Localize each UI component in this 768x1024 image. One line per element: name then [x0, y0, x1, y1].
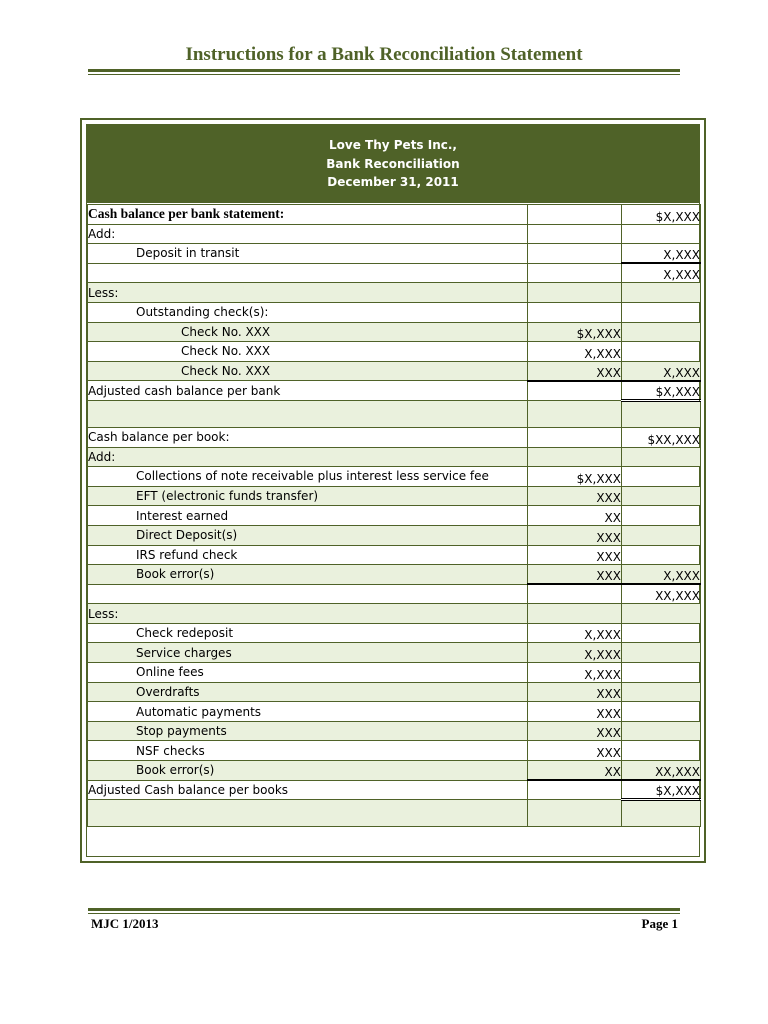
row-amount-detail: [528, 427, 622, 447]
table-row: [88, 447, 701, 467]
row-label: Check No. XXX: [88, 322, 528, 342]
row-label: Check redeposit: [88, 623, 528, 643]
row-amount-detail: $X,XXX: [528, 322, 622, 342]
row-label: NSF checks: [88, 741, 528, 761]
row-amount-total: X,XXX: [622, 244, 701, 264]
table-row: [88, 584, 701, 604]
row-amount-total: [622, 447, 701, 467]
row-amount-total: [622, 525, 701, 545]
row-amount-detail: X,XXX: [528, 663, 622, 683]
row-amount-total: [622, 506, 701, 526]
footer-rule-thick: [88, 908, 680, 911]
row-label: Deposit in transit: [88, 244, 528, 264]
table-row: [88, 506, 701, 526]
row-label: Direct Deposit(s): [88, 525, 528, 545]
row-amount-detail: [528, 400, 622, 427]
row-label: Collections of note receivable plus interest less service fee: [88, 467, 528, 487]
table-row: [88, 663, 701, 683]
row-amount-detail: [528, 800, 622, 827]
table-row: [88, 467, 701, 487]
table-row: [88, 486, 701, 506]
row-amount-total: [622, 663, 701, 683]
row-amount-detail: XXX: [528, 682, 622, 702]
row-amount-total: X,XXX: [622, 565, 701, 585]
row-amount-total: [622, 467, 701, 487]
table-row: [88, 565, 701, 585]
row-amount-detail: X,XXX: [528, 342, 622, 362]
row-amount-detail: [528, 780, 622, 800]
table-row: [88, 721, 701, 741]
table-row: [88, 381, 701, 401]
row-amount-total: [622, 322, 701, 342]
row-amount-detail: X,XXX: [528, 643, 622, 663]
row-label: Book error(s): [88, 565, 528, 585]
title-rule-thin: [88, 74, 680, 75]
row-label: Less:: [88, 283, 528, 303]
row-label: Service charges: [88, 643, 528, 663]
row-amount-detail: XXX: [528, 702, 622, 722]
row-amount-total: [622, 721, 701, 741]
row-label: Outstanding check(s):: [88, 302, 528, 322]
row-amount-detail: [528, 224, 622, 244]
title-rule-thick: [88, 69, 680, 72]
table-row: [88, 604, 701, 624]
row-label: IRS refund check: [88, 545, 528, 565]
table-row: [88, 224, 701, 244]
row-amount-total: [622, 702, 701, 722]
footer-rule-thin: [88, 913, 680, 914]
row-amount-detail: XXX: [528, 721, 622, 741]
row-amount-total: [622, 741, 701, 761]
row-amount-detail: [528, 584, 622, 604]
table-row: [88, 682, 701, 702]
row-label: Less:: [88, 604, 528, 624]
row-label: Check No. XXX: [88, 342, 528, 362]
document-title: Instructions for a Bank Reconciliation Statement: [185, 44, 583, 65]
row-amount-total: [622, 342, 701, 362]
row-amount-detail: [528, 447, 622, 467]
row-amount-detail: [528, 604, 622, 624]
table-row: [88, 263, 701, 283]
row-label: Stop payments: [88, 721, 528, 741]
row-amount-total: X,XXX: [622, 361, 701, 381]
row-amount-total: $X,XXX: [622, 205, 701, 225]
row-label: Interest earned: [88, 506, 528, 526]
row-amount-total: $X,XXX: [622, 780, 701, 800]
table-row: [88, 525, 701, 545]
row-amount-total: XX,XXX: [622, 761, 701, 781]
row-amount-total: [622, 643, 701, 663]
table-row: [88, 780, 701, 800]
row-amount-total: [622, 623, 701, 643]
row-amount-total: [622, 283, 701, 303]
row-amount-total: [622, 400, 701, 427]
row-amount-detail: XXX: [528, 545, 622, 565]
reconciliation-table: [87, 204, 701, 827]
row-amount-detail: [528, 302, 622, 322]
row-amount-total: [622, 800, 701, 827]
table-row: [88, 322, 701, 342]
row-label: Check No. XXX: [88, 361, 528, 381]
row-amount-detail: XX: [528, 506, 622, 526]
table-row: [88, 643, 701, 663]
table-row: [88, 205, 701, 225]
row-label: [88, 584, 528, 604]
row-amount-total: [622, 682, 701, 702]
row-label: Add:: [88, 447, 528, 467]
row-label: Add:: [88, 224, 528, 244]
row-amount-total: [622, 486, 701, 506]
row-amount-detail: [528, 205, 622, 225]
table-row: [88, 741, 701, 761]
table-row: [88, 800, 701, 827]
row-amount-detail: [528, 244, 622, 264]
statement-header: [87, 125, 699, 203]
row-amount-total: [622, 545, 701, 565]
report-date: December 31, 2011: [327, 175, 459, 189]
table-row: [88, 361, 701, 381]
row-label: Cash balance per book:: [88, 427, 528, 447]
table-row: [88, 702, 701, 722]
row-label: EFT (electronic funds transfer): [88, 486, 528, 506]
row-amount-total: [622, 302, 701, 322]
footer-page-number: Page 1: [641, 916, 678, 931]
company-name: Love Thy Pets Inc.,: [329, 138, 457, 152]
row-amount-total: $X,XXX: [622, 381, 701, 401]
table-row: [88, 302, 701, 322]
row-label: Overdrafts: [88, 682, 528, 702]
row-label: Book error(s): [88, 761, 528, 781]
table-row: [88, 342, 701, 362]
table-row: [88, 283, 701, 303]
row-label: Adjusted cash balance per bank: [88, 381, 528, 401]
row-amount-detail: XXX: [528, 525, 622, 545]
table-row: [88, 545, 701, 565]
row-amount-detail: XXX: [528, 361, 622, 381]
table-row: [88, 761, 701, 781]
row-amount-detail: [528, 283, 622, 303]
table-row: [88, 244, 701, 264]
row-amount-detail: XXX: [528, 486, 622, 506]
table-row: [88, 427, 701, 447]
row-label: [88, 400, 528, 427]
row-label: Online fees: [88, 663, 528, 683]
row-amount-detail: XXX: [528, 741, 622, 761]
row-label: [88, 800, 528, 827]
row-amount-total: XX,XXX: [622, 584, 701, 604]
row-amount-detail: XX: [528, 761, 622, 781]
row-amount-detail: $X,XXX: [528, 467, 622, 487]
row-amount-total: [622, 224, 701, 244]
row-amount-detail: [528, 381, 622, 401]
table-row: [88, 623, 701, 643]
row-label: Automatic payments: [88, 702, 528, 722]
report-name: Bank Reconciliation: [326, 156, 460, 171]
row-amount-total: X,XXX: [622, 263, 701, 283]
row-amount-detail: [528, 263, 622, 283]
row-label: [88, 263, 528, 283]
row-label: Cash balance per bank statement:: [88, 205, 528, 225]
row-amount-detail: X,XXX: [528, 623, 622, 643]
row-amount-detail: XXX: [528, 565, 622, 585]
row-amount-total: $XX,XXX: [622, 427, 701, 447]
table-row: [88, 400, 701, 427]
row-label: Adjusted Cash balance per books: [88, 780, 528, 800]
row-amount-total: [622, 604, 701, 624]
footer-author-date: MJC 1/2013: [91, 916, 159, 931]
